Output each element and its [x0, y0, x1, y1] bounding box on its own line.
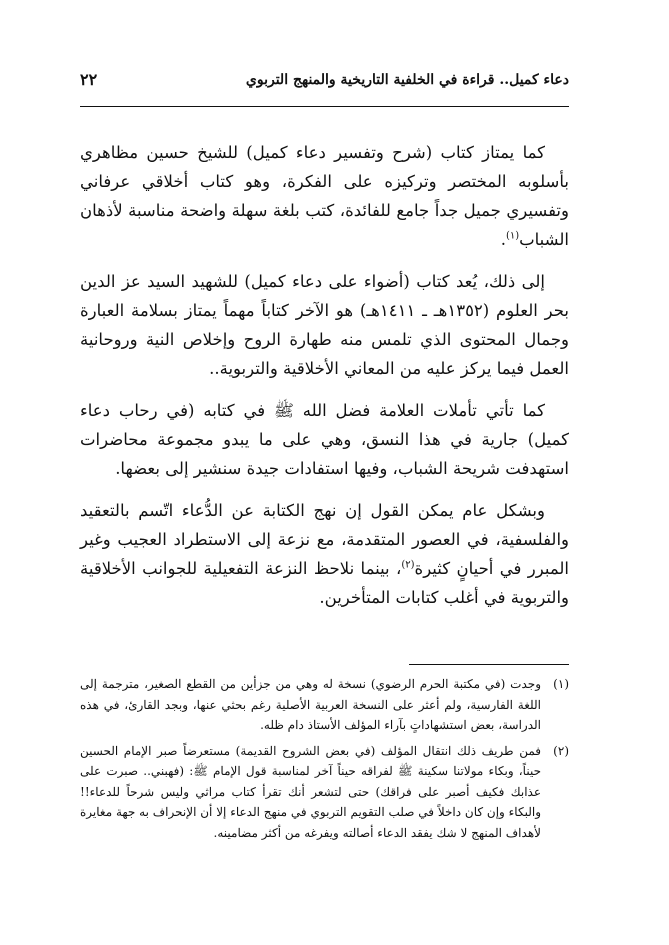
footnote-ref-2[interactable]: (٢)	[401, 559, 415, 571]
footnote-1	[80, 674, 569, 736]
running-header	[80, 72, 569, 98]
paragraph-text: وبشكل عام يمكن القول إن نهج الكتابة عن الدُّعاء اتّسم بالتعقيد والفلسفية، في العصور المتقدمة، مع نزعة إلى الاستطراد العجيب وغير المبرر في أحيانٍ كثيرة	[80, 501, 569, 578]
footnote-number: (٢)	[553, 743, 569, 758]
footnote-text: فمن طريف ذلك انتقال المؤلف (في بعض الشروح القديمة) مستعرضاً صبر الإمام الحسين حيناً، وبكاء مولاتنا سكينة ﷺ لفراقه حيناً آخر لمناسبة قول الإمام ﷺ: (فهبني.. صبرت على عذابك فكيف أصبر على فراقك) حتى لتشعر أنك تقرأ كتاب مراثي وليس شرحاً للدعاء!! والبكاء وإن كان داخلاً في صلب التقويم التربوي في منهج الدعاء إلا أن الإنحراف به جهة مغايرة لأهداف المنهج لا شك يفقد الدعاء أصالته ويفرغه من أكثر مضامينه.	[80, 743, 541, 840]
running-title: دعاء كميل.. قراءة في الخلفية التاريخية والمنهج التربوي	[245, 72, 569, 88]
footnote-text: وجدت (في مكتبة الحرم الرضوي) نسخة له وهي من جزأين من القطع الصغير، مترجمة إلى اللغة الفارسية، ولم أعثر على النسخة العربية الأصلية رغم بحثي عنها، وبجد القارئ، في هذه الدراسة، بعض استشهاداتٍ بآراء المؤلف الأستاذ دام ظله.	[80, 677, 541, 732]
footnote-divider	[409, 664, 569, 665]
paragraph-tail: ، بينما نلاحظ النزعة التفعيلية للجوانب الأخلاقية والتربوية في أغلب كتابات المتأخرين.	[80, 559, 569, 607]
header-divider	[80, 106, 569, 107]
footnote-number: (١)	[553, 677, 569, 691]
footnote-ref-1[interactable]: (١)	[505, 230, 520, 242]
paragraph-1	[80, 138, 569, 254]
main-text	[80, 138, 569, 625]
paragraph-text: إلى ذلك، يُعد كتاب (أضواء على دعاء كميل) للشهيد السيد عز الدين بحر العلوم (١٣٥٢هـ ـ ١٤١١هـ) هو الآخر كتاباً مهماً يمتاز بسلامة العبارة وجمال المحتوى الذي تلمس منه طهارة الروح وإخلاص النية وروحانية العمل فيما يركز عليه من المعاني الأخلاقية والتربوية..	[80, 272, 569, 378]
paragraph-3	[80, 396, 569, 483]
paragraph-4	[80, 496, 569, 612]
page-number: ٢٢	[80, 70, 98, 89]
paragraph-text: كما يمتاز كتاب (شرح وتفسير دعاء كميل) للشيخ حسين مظاهري بأسلوبه المختصر وتركيزه على الفكرة، وهو كتاب أخلاقي عرفاني وتفسيري جميل جداً جامع للفائدة، كتب بلغة سهلة واضحة مناسبة لأذهان الشباب	[80, 143, 569, 249]
footnote-2	[80, 741, 569, 844]
paragraph-2	[80, 267, 569, 383]
paragraph-tail: .	[500, 230, 506, 249]
footnotes	[80, 674, 569, 848]
paragraph-text: كما تأتي تأملات العلامة فضل الله ﷺ في كتابه (في رحاب دعاء كميل) جارية في هذا النسق، وهي على ما يبدو مجموعة محاضرات استهدفت شريحة الشباب، وفيها استفادات جيدة سنشير إلى بعضها.	[80, 401, 569, 478]
